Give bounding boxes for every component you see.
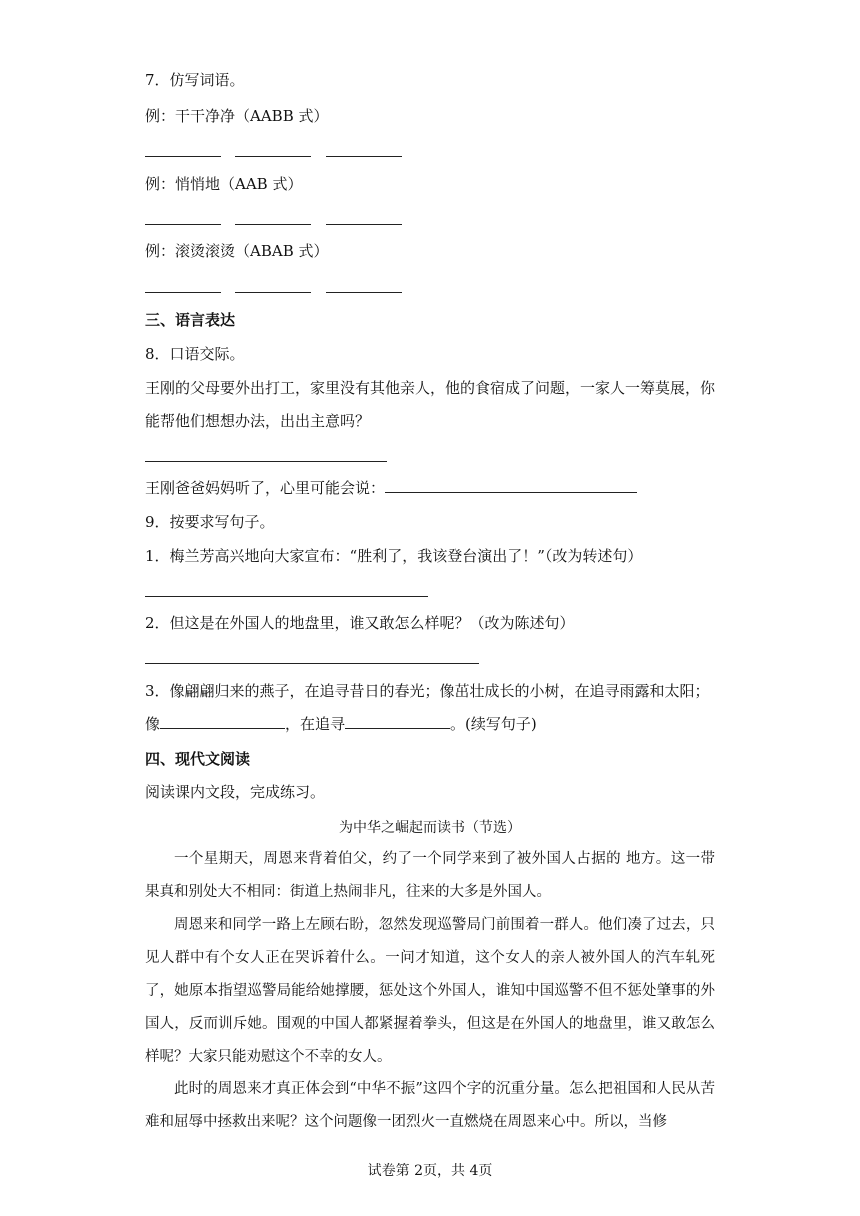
reading-paragraph: 一个星期天，周恩来背着伯父，约了一个同学来到了被外国人占据的 地方。这一带果真和别处大不相同：街道上热闹非凡，往来的大多是外国人。 — [145, 851, 715, 900]
answer-blank[interactable] — [145, 224, 221, 225]
answer-blank[interactable] — [326, 156, 402, 157]
q8-parents-line — [145, 478, 637, 498]
q9-item: 3．像翩翩归来的燕子，在追寻昔日的春光；像茁壮成长的小树，在追寻雨露和太阳； — [145, 682, 710, 700]
answer-blank[interactable] — [235, 156, 311, 157]
q9-item3-continue — [145, 714, 537, 734]
answer-blank[interactable] — [235, 292, 311, 293]
answer-blank[interactable] — [326, 224, 402, 225]
section-heading: 四、现代文阅读 — [145, 750, 251, 768]
answer-blank[interactable] — [235, 224, 311, 225]
q7-example-abab: 例：滚烫滚烫（ABAB 式） — [145, 242, 329, 260]
reading-instruction: 阅读课内文段，完成练习。 — [145, 783, 326, 801]
reading-title: 为中华之崛起而读书（节选） — [339, 820, 521, 836]
q7-example-aab: 例：悄悄地（AAB 式） — [145, 175, 303, 193]
q8-parents-label: 王刚爸爸妈妈听了，心里可能会说： — [145, 479, 386, 497]
answer-blank[interactable] — [160, 714, 285, 729]
answer-blank[interactable] — [145, 596, 428, 597]
q9-item: 2．但这是在外国人的地盘里，谁又敢怎么样呢？（改为陈述句） — [145, 614, 575, 632]
q8-text-line: 能帮他们想想办法，出出主意吗？ — [145, 412, 371, 430]
answer-blank[interactable] — [145, 461, 387, 462]
answer-blank[interactable] — [326, 292, 402, 293]
q9-title: 9．按要求写句子。 — [145, 513, 275, 531]
q7-title: 7．仿写词语。 — [145, 71, 245, 89]
q8-text-line: 王刚的父母要外出打工，家里没有其他亲人，他的食宿成了问题，一家人一筹莫展，你 — [145, 379, 716, 397]
answer-blank[interactable] — [385, 478, 637, 493]
section-heading: 三、语言表达 — [145, 311, 236, 329]
reading-paragraph: 此时的周恩来才真正体会到“中华不振”这四个字的沉重分量。怎么把祖国和人民从苦难和屈辱中拯救出来呢？这个问题像一团烈火一直燃烧在周恩来心中。所以，当修 — [145, 1081, 715, 1130]
page-footer: 试卷第 2页，共 4页 — [367, 1163, 493, 1179]
q9-item3-part1: 像 — [145, 715, 161, 733]
q9-item3-part3: 。(续写句子) — [450, 715, 537, 733]
q7-example-aabb: 例：干干净净（AABB 式） — [145, 107, 329, 125]
answer-blank[interactable] — [145, 663, 479, 664]
answer-blank[interactable] — [145, 156, 221, 157]
reading-paragraph: 周恩来和同学一路上左顾右盼，忽然发现巡警局门前围着一群人。他们凑了过去，只见人群中有个女人正在哭诉着什么。一问才知道，这个女人的亲人被外国人的汽车轧死了，她原本指望巡警局能给她撑腰，惩处这个外国人，谁知中国巡警不但不惩处肇事的外国人，反而训斥她。围观的中国人都紧握着拳头，但这是在外国人的地盘里，谁又敢怎么样呢？大家只能劝慰这个不幸的女人。 — [145, 917, 715, 1065]
answer-blank[interactable] — [345, 714, 450, 729]
answer-blank[interactable] — [145, 292, 221, 293]
q9-item: 1．梅兰芳高兴地向大家宣布：“胜利了，我该登台演出了！”（改为转述句） — [145, 547, 643, 565]
q9-item3-part2: ，在追寻 — [285, 715, 346, 733]
q8-title: 8．口语交际。 — [145, 345, 245, 363]
